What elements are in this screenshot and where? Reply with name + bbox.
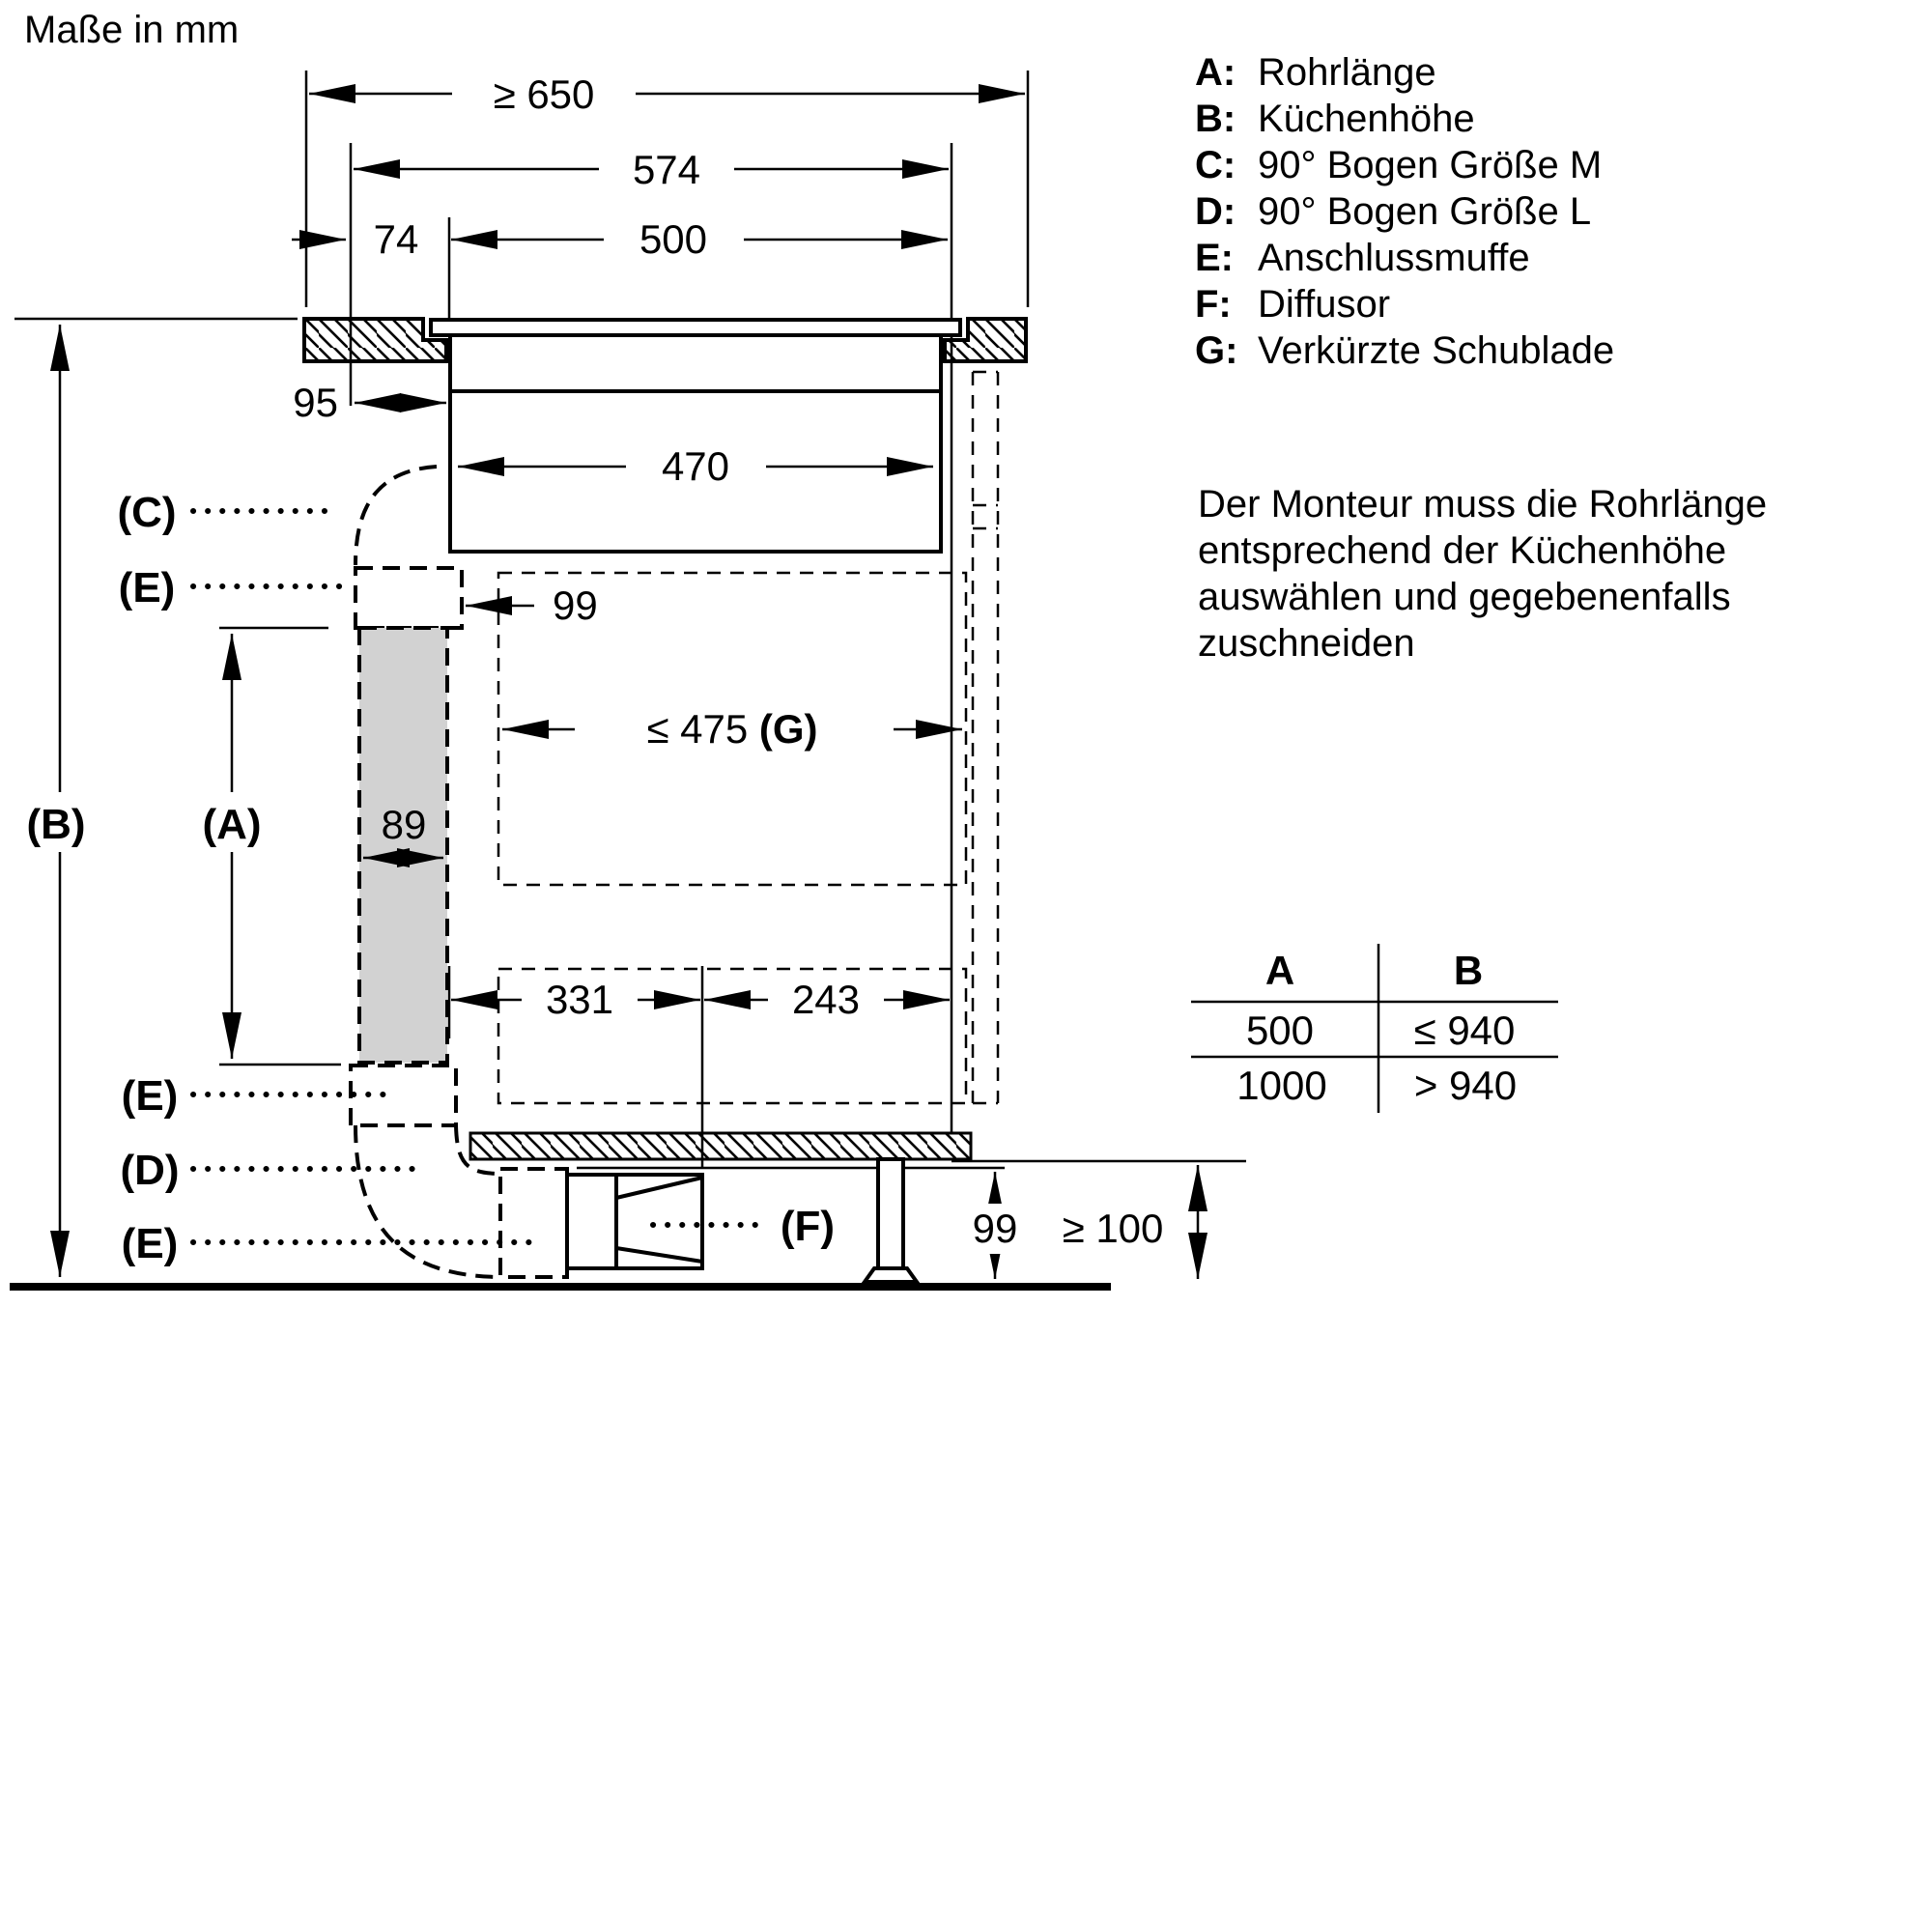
- note-line-1: Der Monteur muss die Rohrlänge: [1198, 483, 1768, 526]
- dim-cutout-width: 574: [632, 147, 701, 192]
- page-title: Maße in mm: [24, 9, 240, 51]
- legend-value-e: Anschlussmuffe: [1258, 237, 1530, 279]
- note-line-4: zuschneiden: [1198, 622, 1415, 665]
- table-row1-a: 500: [1245, 1008, 1315, 1053]
- legend-key-a: A:: [1195, 51, 1236, 94]
- legend-value-b: Küchenhöhe: [1258, 98, 1475, 140]
- dim-drawer-depth: ≤ 475 (G): [646, 706, 818, 752]
- dim-top-min-width: ≥ 650: [493, 71, 595, 117]
- note-line-2: entsprechend der Küchenhöhe: [1198, 529, 1727, 572]
- legend-key-g: G:: [1195, 329, 1238, 372]
- cabinet-bottom-panel: [470, 1133, 971, 1159]
- table-header-a: A: [1264, 948, 1295, 993]
- label-kitchen-height: (B): [26, 801, 86, 848]
- dim-hob-width: 500: [639, 216, 708, 262]
- legend-key-f: F:: [1195, 283, 1232, 326]
- legend-value-f: Diffusor: [1258, 283, 1391, 326]
- worktop-section-left: [304, 319, 446, 361]
- dim-inner-width: 470: [661, 443, 730, 489]
- diffusor: [567, 1175, 702, 1268]
- legend-value-a: Rohrlänge: [1258, 51, 1436, 94]
- dim-duct-left: 331: [545, 977, 614, 1022]
- label-sleeve-top: (E): [118, 564, 176, 611]
- label-bend-l: (D): [120, 1147, 180, 1194]
- legend-key-d: D:: [1195, 190, 1236, 233]
- dim-sleeve-offset: 99: [553, 582, 598, 628]
- sleeve-horizontal: [500, 1169, 567, 1277]
- legend-value-g: Verkürzte Schublade: [1258, 329, 1615, 372]
- table-row2-b: > 940: [1413, 1063, 1518, 1108]
- label-diffusor: (F): [780, 1203, 836, 1250]
- dim-front-depth: 95: [293, 380, 338, 425]
- legend-value-c: 90° Bogen Größe M: [1258, 144, 1603, 186]
- floor-line: [10, 1283, 1111, 1291]
- legend-key-c: C:: [1195, 144, 1236, 186]
- label-bend-m: (C): [117, 489, 177, 536]
- legend-key-e: E:: [1195, 237, 1234, 279]
- label-pipe-length: (A): [202, 801, 262, 848]
- dim-duct-right: 243: [791, 977, 861, 1022]
- table-header-b: B: [1453, 948, 1484, 993]
- legend-key-b: B:: [1195, 98, 1236, 140]
- hob-flange: [431, 320, 960, 335]
- note-line-3: auswählen und gegebenenfalls: [1198, 576, 1731, 618]
- label-sleeve-low: (E): [121, 1220, 179, 1267]
- legend-value-d: 90° Bogen Größe L: [1258, 190, 1592, 233]
- sleeve-top: [355, 568, 462, 628]
- dim-plinth-min-height: ≥ 100: [1062, 1206, 1164, 1251]
- table-row2-a: 1000: [1236, 1063, 1327, 1108]
- dim-diffusor-height: 99: [972, 1206, 1018, 1251]
- dim-duct-width: 89: [381, 802, 427, 847]
- label-sleeve-mid: (E): [121, 1072, 179, 1120]
- table-row1-b: ≤ 940: [1413, 1008, 1516, 1053]
- dim-edge-offset: 74: [373, 216, 419, 262]
